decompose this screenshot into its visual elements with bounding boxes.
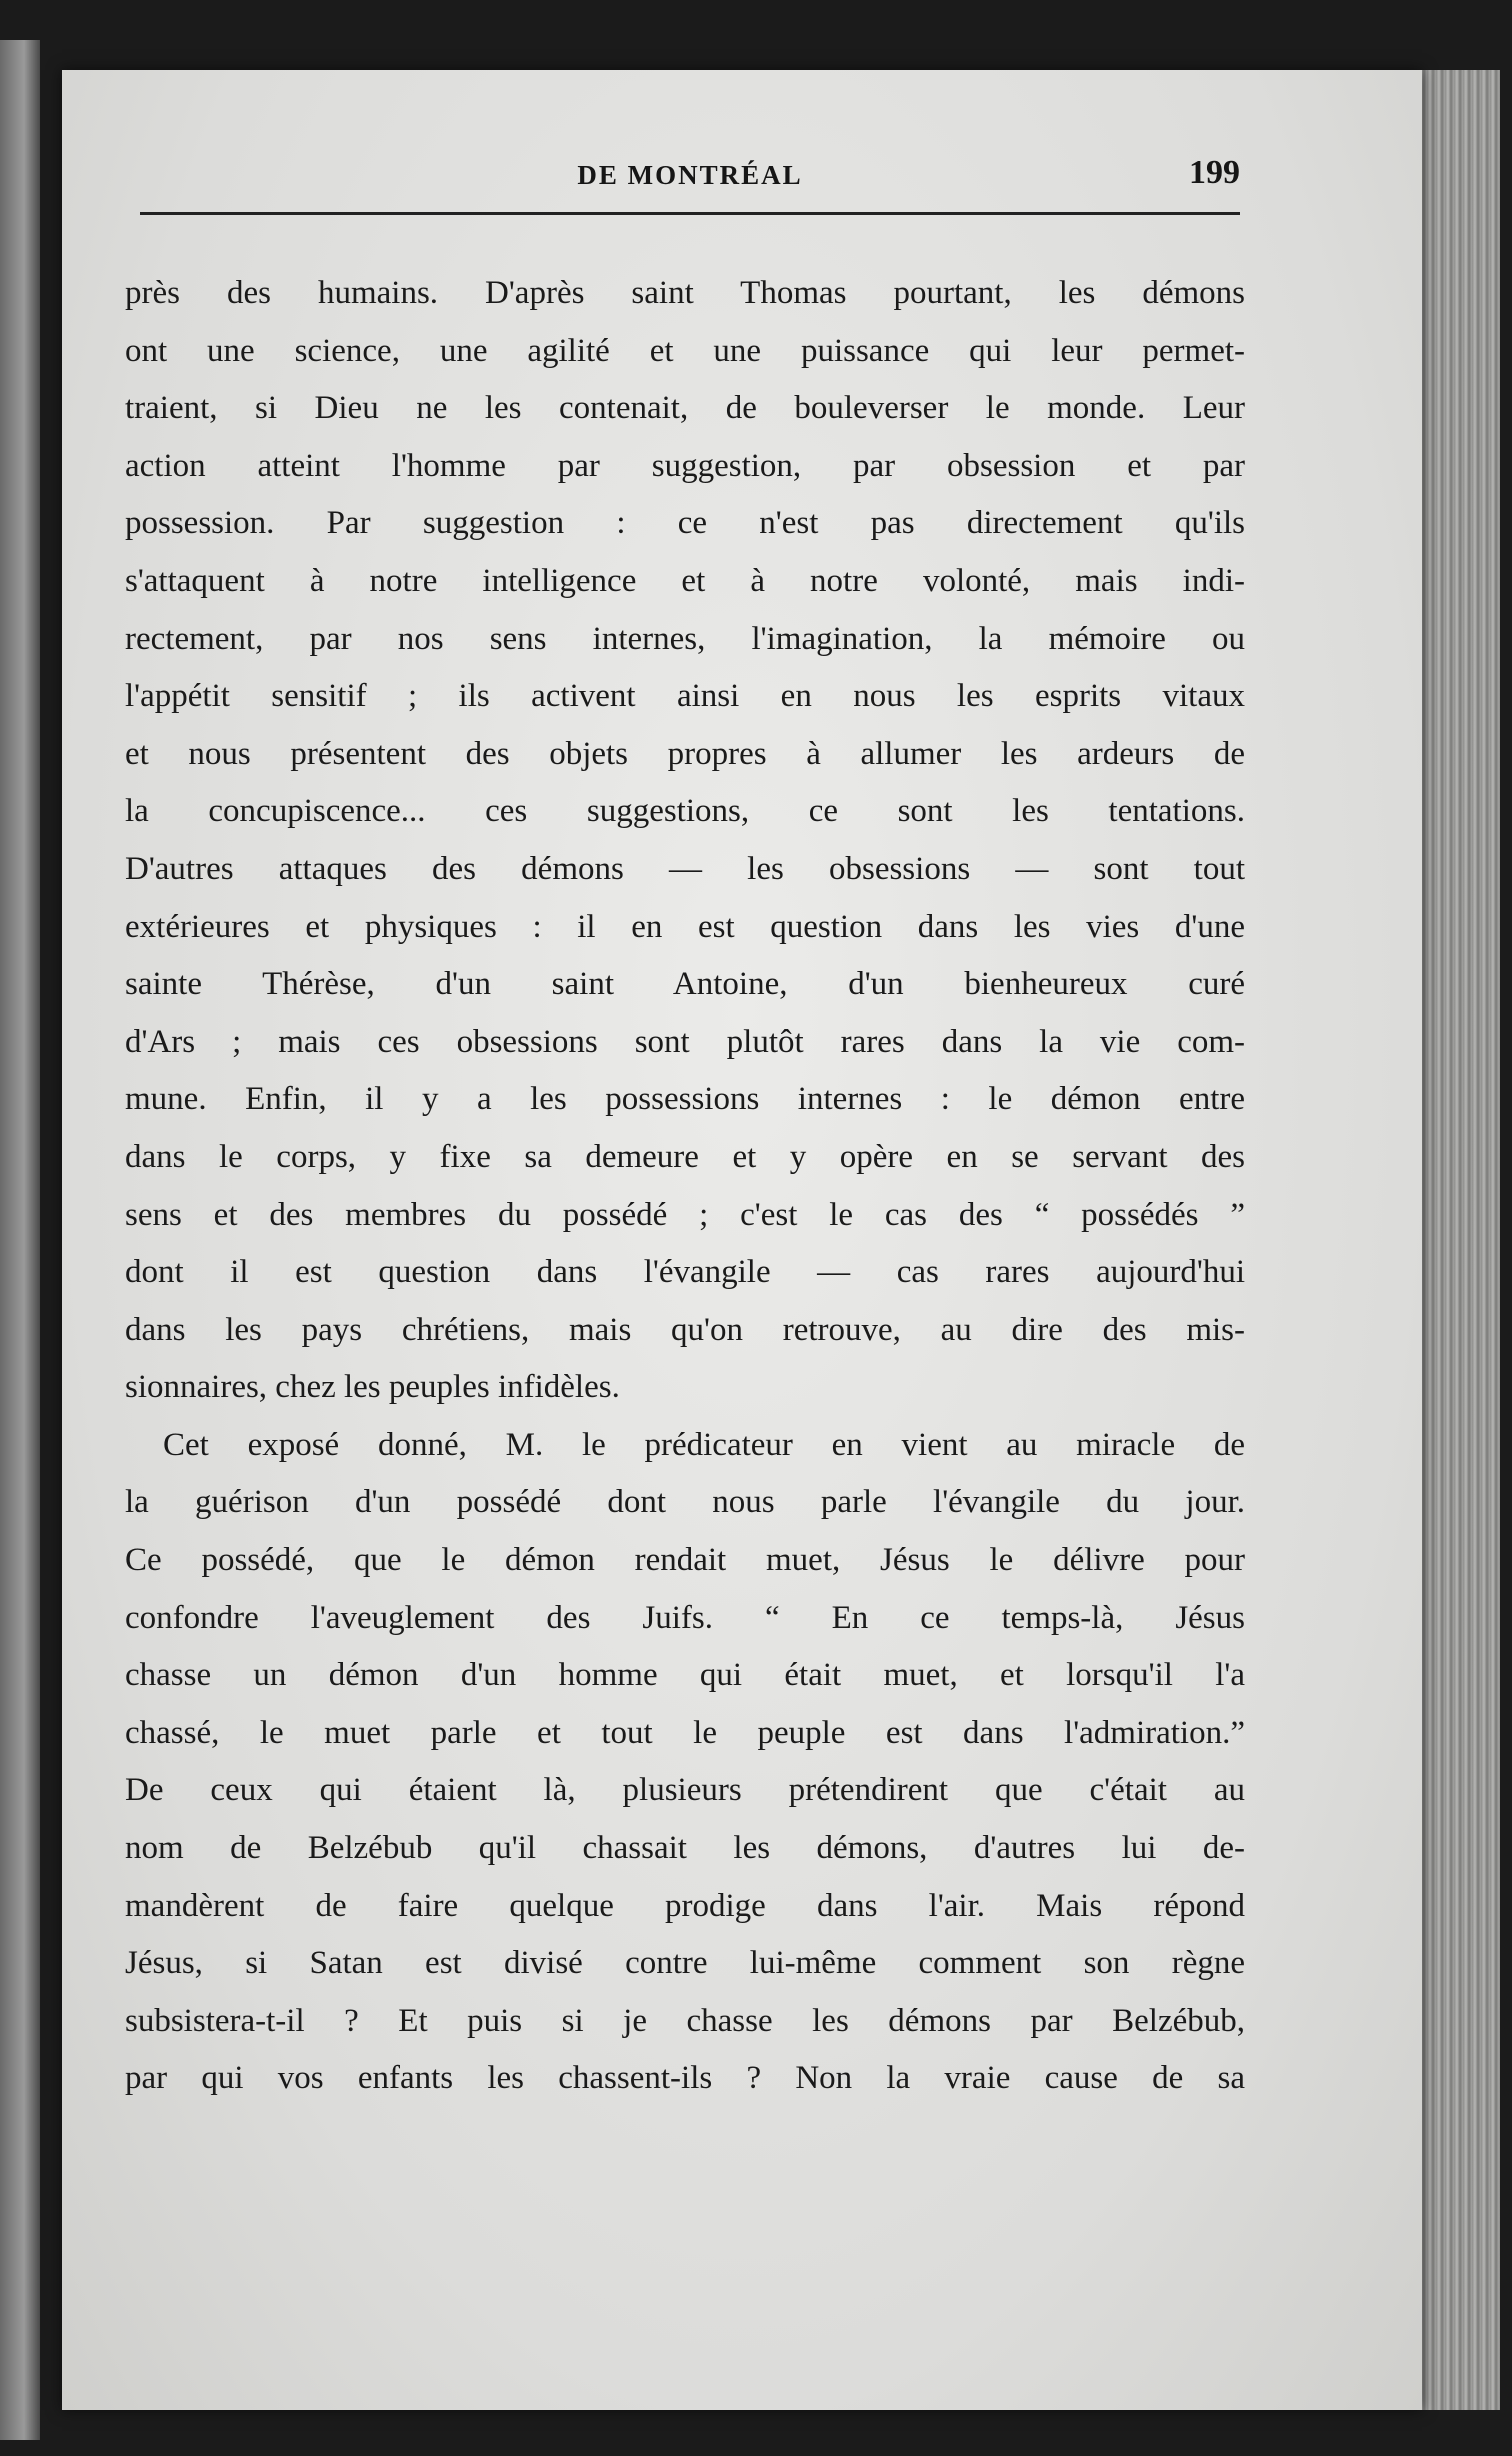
text-line: subsistera-t-il ? Et puis si je chasse les démons par Belzébub, (125, 2002, 1245, 2039)
text-line: la guérison d'un possédé dont nous parle l'évangile du jour. (125, 1484, 1245, 1521)
text-line: action atteint l'homme par suggestion, par obsession et par (125, 447, 1245, 484)
text-line: traient, si Dieu ne les contenait, de bouleverser le monde. Leur (125, 390, 1245, 427)
text-line: mune. Enfin, il y a les possessions internes : le démon entre (125, 1081, 1245, 1118)
text-line: sens et des membres du possédé ; c'est le cas des “ possédés ” (125, 1196, 1245, 1233)
text-line: dans le corps, y fixe sa demeure et y opère en se servant des (125, 1138, 1245, 1175)
text-line: l'appétit sensitif ; ils activent ainsi en nous les esprits vitaux (125, 678, 1245, 715)
paragraph (125, 1417, 1245, 2108)
text-line: s'attaquent à notre intelligence et à notre volonté, mais indi- (125, 562, 1245, 599)
running-head (140, 150, 1240, 210)
text-line: D'autres attaques des démons — les obsessions — sont tout (125, 850, 1245, 887)
text-line: Ce possédé, que le démon rendait muet, Jésus le délivre pour (125, 1542, 1245, 1579)
page-number: 199 (1189, 154, 1240, 191)
text-line: extérieures et physiques : il en est question dans les vies d'une (125, 908, 1245, 945)
text-line: Cet exposé donné, M. le prédicateur en vient au miracle de (163, 1426, 1245, 1463)
text-line: près des humains. D'après saint Thomas pourtant, les démons (125, 275, 1245, 311)
text-line: confondre l'aveuglement des Juifs. “ En ce temps-là, Jésus (125, 1599, 1245, 1636)
text-line: De ceux qui étaient là, plusieurs prétendirent que c'était au (125, 1772, 1245, 1809)
paragraph (125, 265, 1245, 1417)
text-line: d'Ars ; mais ces obsessions sont plutôt rares dans la vie com- (125, 1023, 1245, 1060)
header-rule (140, 212, 1240, 215)
text-line: Jésus, si Satan est divisé contre lui-même comment son règne (125, 1945, 1245, 1982)
text-line: mandèrent de faire quelque prodige dans l'air. Mais répond (125, 1887, 1245, 1924)
body-text (125, 265, 1245, 2108)
text-line: la concupiscence... ces suggestions, ce sont les tentations. (125, 793, 1245, 830)
book-page-edges (1415, 70, 1500, 2410)
text-line: possession. Par suggestion : ce n'est pas directement qu'ils (125, 505, 1245, 542)
running-head-title: DE MONTRÉAL (577, 160, 803, 190)
text-line: dont il est question dans l'évangile — cas rares aujourd'hui (125, 1254, 1245, 1291)
text-line: chasse un démon d'un homme qui était muet, et lorsqu'il l'a (125, 1657, 1245, 1694)
facing-page-edge (0, 40, 40, 2440)
text-line: nom de Belzébub qu'il chassait les démons, d'autres lui de- (125, 1830, 1245, 1867)
text-line: chassé, le muet parle et tout le peuple est dans l'admiration.” (125, 1714, 1245, 1751)
text-line: sainte Thérèse, d'un saint Antoine, d'un bienheureux curé (125, 966, 1245, 1003)
text-line: sionnaires, chez les peuples infidèles. (125, 1369, 620, 1406)
text-line: par qui vos enfants les chassent-ils ? Non la vraie cause de sa (125, 2060, 1245, 2097)
text-line: et nous présentent des objets propres à allumer les ardeurs de (125, 735, 1245, 772)
text-line: dans les pays chrétiens, mais qu'on retrouve, au dire des mis- (125, 1311, 1245, 1348)
text-line: rectement, par nos sens internes, l'imagination, la mémoire ou (125, 620, 1245, 657)
text-line: ont une science, une agilité et une puissance qui leur permet- (125, 332, 1245, 369)
